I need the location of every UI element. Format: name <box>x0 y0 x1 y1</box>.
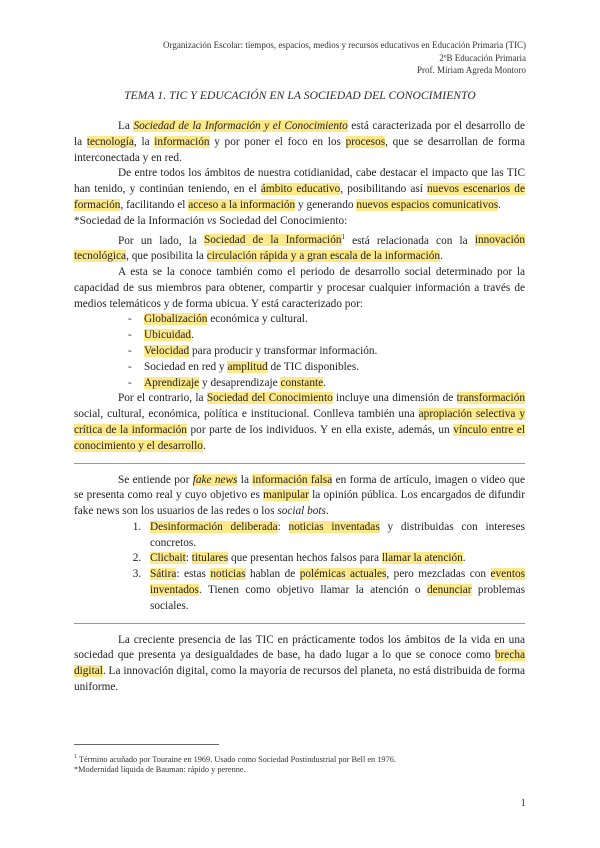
characteristics-list <box>74 312 525 391</box>
footnote-2: *Modernidad líquida de Bauman: rápido y perenne. <box>74 765 246 774</box>
running-header <box>163 39 526 77</box>
footnote-1: $^1$ Término acuñado por Touraine en 1969. Usado como Sociedad Postindustrial por Bell en 1976. <box>74 754 396 764</box>
header-course: Organización Escolar: tiempos, espacios, medios y recursos educativos en Educación Primaria (TIC) <box>163 40 526 50</box>
paragraph-information-society: Por un lado, la Sociedad de la Información$^1$ está relacionada con la innovación tecnológica, que posibilita la circulación rápida y a gran escala de la información. <box>74 232 526 263</box>
list-item: 3. Sátira: estas noticias hablan de polémicas actuales, pero mezcladas con eventos inventados. Tienen como objetivo llamar la atención o denunciar problemas sociales. <box>144 567 525 614</box>
header-group: 2ºB Educación Primaria <box>439 52 526 63</box>
paragraph-period-description: A esta se la conoce también como el periodo de desarrollo social determinado por la capacidad de sus miembros para obtener, compartir y procesar cualquier información a través de medios telemáticos y de forma ubicua. Y está caracterizado por: <box>74 265 525 310</box>
list-item: - Ubicuidad. <box>130 328 525 344</box>
list-item: - Velocidad para producir y transformar información. <box>130 344 525 360</box>
list-item: 1. Desinformación deliberada: noticias inventadas y distribuidas con intereses concretos. <box>144 520 525 552</box>
document-body <box>74 119 525 696</box>
paragraph-comparison-heading: *Sociedad de la Información vs Sociedad del Conocimiento: <box>74 214 348 227</box>
paragraph-education-impact: De entre todos los ámbitos de nuestra cotidianidad, cabe destacar el impacto que las TIC han tenido, y continúan teniendo, en el ámbito educativo, posibilitando así nuevos escenarios de formación, facilitando el acceso a la información y generando nuevos espacios comunicativos. <box>74 167 525 211</box>
list-item: 2. Clicbait: titulares que presentan hechos falsos para llamar la atención. <box>144 551 525 567</box>
footnote-ref: 1 <box>341 232 345 241</box>
page-title: TEMA 1. TIC Y EDUCACIÓN EN LA SOCIEDAD DEL CONOCIMIENTO <box>124 90 476 102</box>
footnote-divider <box>74 744 219 745</box>
paragraph-intro: La Sociedad de la Información y el Conocimiento está caracterizada por el desarrollo de la tecnología, la información y por poner el foco en los procesos, que se desarrollan de forma interconectada y en red. <box>74 120 525 164</box>
list-item: - Globalización económica y cultural. <box>130 312 525 328</box>
list-item: - Sociedad en red y amplitud de TIC disponibles. <box>130 360 525 376</box>
fake-news-types-list <box>74 520 525 615</box>
paragraph-digital-divide: La creciente presencia de las TIC en prácticamente todos los ámbitos de la vida en una sociedad que presenta ya desigualdades de base, ha dado lugar a lo que se conoce como brecha digital. La innovación digital, como la mayoría de recursos del planeta, no está distribuida de forma uniforme. <box>74 633 525 694</box>
list-item: - Aprendizaje y desaprendizaje constante. <box>130 376 525 392</box>
header-professor: Prof. Míriam Agreda Montoro <box>417 65 526 75</box>
paragraph-knowledge-society: Por el contrario, la Sociedad del Conocimiento incluye una dimensión de transformación social, cultural, económica, política e institucional. Conlleva también una apropiación selectiva y crítica de la información por parte de los individuos. Y en ella existe, además, un vínculo entre el conocimiento y el desarrollo. <box>74 392 526 452</box>
page-number: 1 <box>520 797 526 809</box>
section-divider <box>74 623 525 624</box>
paragraph-fake-news: Se entiende por fake news la información falsa en forma de artículo, imagen o video que se presenta como real y cuyo objetivo es manipular la opinión pública. Los encargados de difundir fake news son los usuarios de las redes o los social bots. <box>74 473 525 518</box>
section-divider <box>74 463 525 464</box>
